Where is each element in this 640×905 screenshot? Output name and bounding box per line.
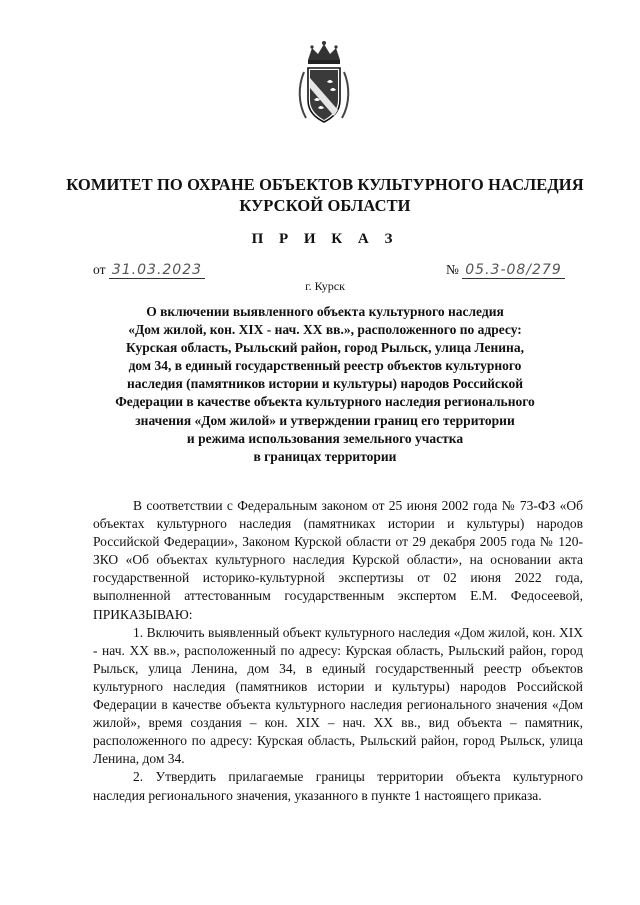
date-field — [93, 262, 205, 279]
heading-line: значения «Дом жилой» и утверждении границ его территории — [135, 412, 515, 428]
clause-1-paragraph: 1. Включить выявленный объект культурного наследия «Дом жилой, кон. XIX - нач. XX вв.», расположенный по адресу: Курская область, Рыльский район, город Рыльск, улица Ленина, дом 34, в единый государственный реестр объектов культурного наследия (памятников истории и культуры) народов Российской Федерации в качестве объекта культурного наследия регионального значения «Дом жилой», время создания – кон. XIX – нач. XX вв., вид объекта – памятник, расположенного по адресу: Курская область, Рыльский район, город Рыльск, улица Ленина, дом 34. — [93, 624, 583, 767]
heading-line: и режима использования земельного участка — [186, 430, 464, 446]
clause-2-paragraph: 2. Утвердить прилагаемые границы территории объекта культурного наследия регионального значения, указанного в пункте 1 настоящего приказа. — [93, 769, 583, 803]
number-field — [446, 262, 565, 279]
heading-line: в границах территории — [253, 448, 397, 464]
organization-line-1: КОМИТЕТ ПО ОХРАНЕ ОБЪЕКТОВ КУЛЬТУРНОГО НАСЛЕДИЯ — [66, 175, 584, 194]
number-prefix: № — [446, 262, 459, 277]
heading-line: Курская область, Рыльский район, город Рыльск, улица Ленина, — [126, 340, 524, 356]
handwritten-date: 31.03.2023 — [109, 262, 205, 279]
heading-line: «Дом жилой, кон. XIX - нач. XX вв.», расположенного по адресу: — [128, 322, 522, 338]
city: г. Курск — [305, 279, 345, 293]
preamble-paragraph: В соответствии с Федеральным законом от 25 июня 2002 года № 73-ФЗ «Об объектах культурного наследия (памятниках истории и культуры) народов Российской Федерации», Законом Курской области от 29 декабря 2005 года № 120-ЗКО «Об объектах культурного наследия Курской области», на основании акта государственной историко-культурной экспертизы от 02 июня 2022 года, выполненной аттестованным государственным экспертом Е.М. Федосеевой, ПРИКАЗЫВАЮ: — [93, 498, 583, 622]
coat-of-arms-icon — [294, 38, 354, 128]
heading-line: Федерации в качестве объекта культурного наследия регионального — [115, 394, 535, 410]
order-body — [93, 497, 583, 805]
document-type: П Р И К А З — [251, 231, 399, 247]
handwritten-number: 05.3-08/279 — [462, 262, 564, 279]
organization-name — [60, 174, 590, 216]
heading-line: наследия (памятников истории и культуры) народов Российской — [126, 376, 524, 392]
order-heading — [105, 303, 545, 466]
organization-line-2: КУРСКОЙ ОБЛАСТИ — [239, 196, 411, 215]
heading-line: дом 34, в единый государственный реестр объектов культурного — [128, 358, 522, 374]
date-prefix: от — [93, 262, 106, 277]
heading-line: О включении выявленного объекта культурного наследия — [146, 304, 504, 319]
